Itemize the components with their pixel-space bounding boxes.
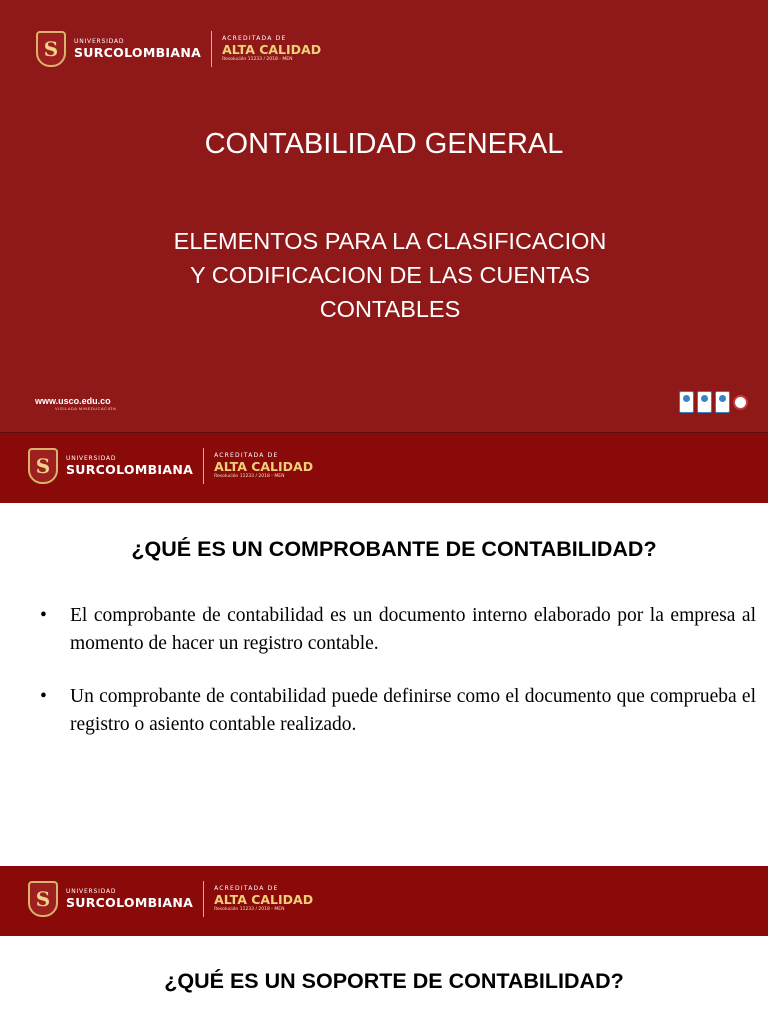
bullet-icon: • <box>40 605 47 626</box>
university-logo <box>36 31 321 67</box>
bullet-text: Un comprobante de contabilidad puede definirse como el documento que comprueba el registro o asiento contable realizado. <box>70 686 756 735</box>
university-logo <box>28 448 313 484</box>
list-item <box>40 683 756 739</box>
logo-calidad: ALTA CALIDAD <box>222 42 322 57</box>
certification-icon <box>697 391 712 413</box>
logo-resolucion: Resolución 11233 / 2018 - MEN <box>222 57 293 62</box>
logo-divider <box>211 31 212 67</box>
bullet-text: El comprobante de contabilidad es un documento interno elaborado por la empresa al momento de hacer un registro contable. <box>70 605 756 654</box>
logo-calidad: ALTA CALIDAD <box>214 459 314 474</box>
shield-icon: S <box>36 31 66 67</box>
section-heading: ¿QUÉ ES UN SOPORTE DE CONTABILIDAD? <box>164 969 624 993</box>
subtitle-line: Y CODIFICACION DE LAS CUENTAS <box>189 262 590 288</box>
logo-name: SURCOLOMBIANA <box>66 462 194 477</box>
logo-acreditada: ACREDITADA DE <box>214 452 279 459</box>
logo-universidad: UNIVERSIDAD <box>74 38 125 45</box>
header-band <box>0 866 768 936</box>
list-item <box>40 602 756 658</box>
university-logo <box>28 881 313 917</box>
header-band <box>0 433 768 503</box>
website-block <box>35 396 116 411</box>
certification-badges <box>679 391 748 413</box>
logo-resolucion: Resolución 11233 / 2018 - MEN <box>214 907 285 912</box>
subtitle-line: CONTABLES <box>319 296 461 322</box>
slide-title: CONTABILIDAD GENERAL <box>204 128 564 160</box>
section-heading: ¿QUÉ ES UN COMPROBANTE DE CONTABILIDAD? <box>131 537 657 561</box>
bullet-list <box>40 602 756 764</box>
logo-divider <box>203 448 204 484</box>
bullet-icon: • <box>40 686 47 707</box>
website-url: www.usco.edu.co <box>35 396 111 406</box>
logo-name: SURCOLOMBIANA <box>74 45 202 60</box>
shield-icon: S <box>28 448 58 484</box>
slide-subtitle <box>0 224 768 326</box>
logo-name: SURCOLOMBIANA <box>66 895 194 910</box>
logo-calidad: ALTA CALIDAD <box>214 892 314 907</box>
website-tagline: VIGILADA MINEDUCACIÓN <box>55 406 117 411</box>
logo-universidad: UNIVERSIDAD <box>66 455 117 462</box>
subtitle-line: ELEMENTOS PARA LA CLASIFICACION <box>173 228 607 254</box>
logo-resolucion: Resolución 11233 / 2018 - MEN <box>214 474 285 479</box>
shield-icon: S <box>28 881 58 917</box>
certification-icon <box>679 391 694 413</box>
certification-seal-icon <box>733 395 748 410</box>
logo-divider <box>203 881 204 917</box>
logo-acreditada: ACREDITADA DE <box>214 885 279 892</box>
logo-acreditada: ACREDITADA DE <box>222 35 287 42</box>
title-slide <box>0 0 768 432</box>
certification-icon <box>715 391 730 413</box>
logo-universidad: UNIVERSIDAD <box>66 888 117 895</box>
